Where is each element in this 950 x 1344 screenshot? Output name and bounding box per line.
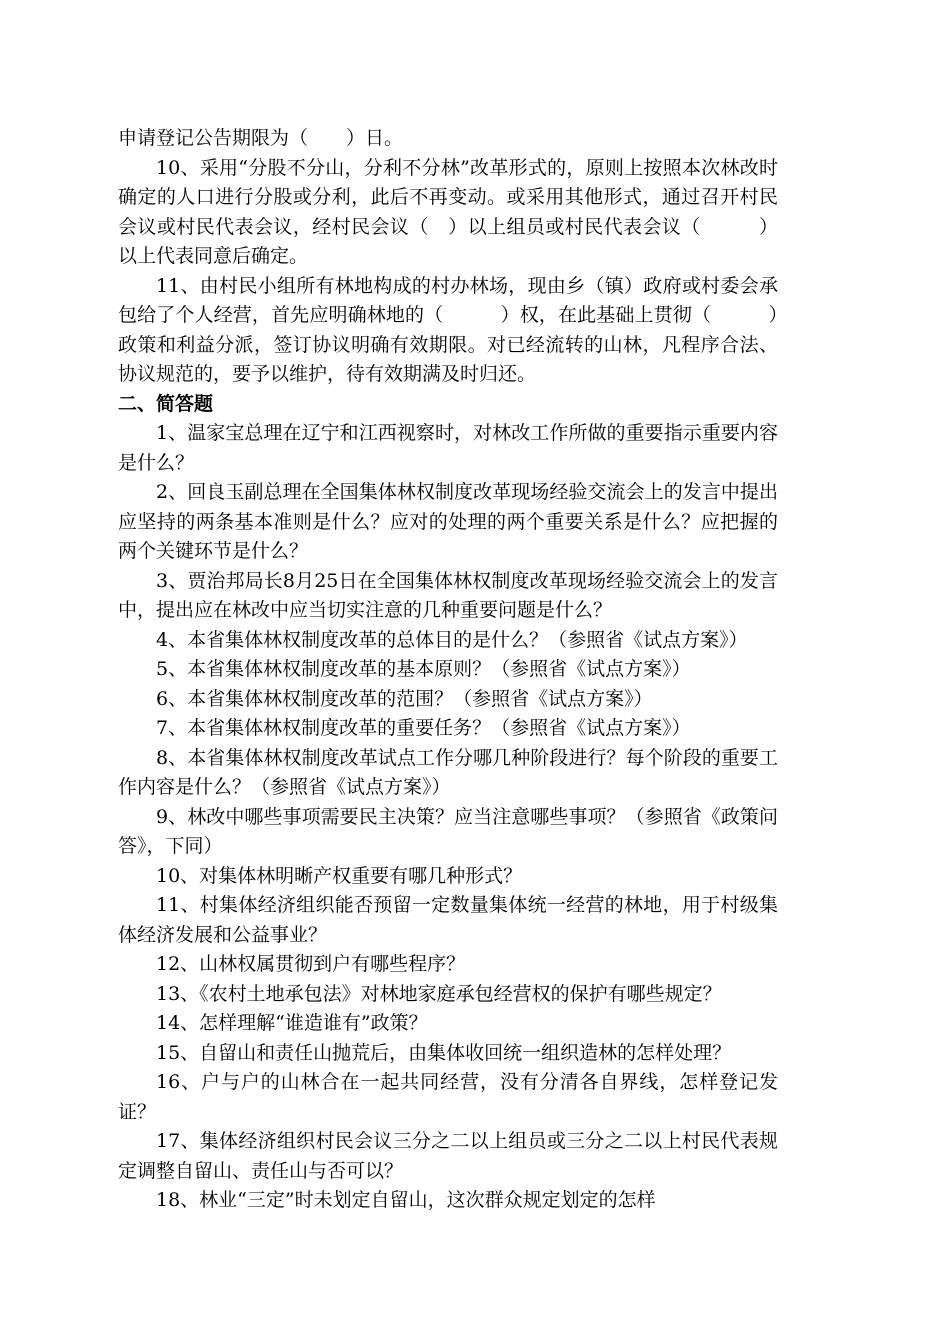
question-8: 8、本省集体林权制度改革试点工作分哪几种阶段进行？每个阶段的重要工作内容是什么？（参照省《试点方案》） bbox=[118, 746, 778, 798]
fill-in-item-9-tail: 申请登记公告期限为（ ）日。 bbox=[118, 127, 404, 149]
question-11: 11、村集体经济组织能否预留一定数量集体统一经营的林地，用于村级集体经济发展和公益事业？ bbox=[118, 894, 778, 946]
fill-in-item-11: 11、由村民小组所有林地构成的村办林场，现由乡（镇）政府或村委会承包给了个人经营，首先应明确林地的（ ）权，在此基础上贯彻（ ）政策和利益分派，签订协议明确有效期限。对已经流转的山林，凡程序合法、协议规范的，要予以维护，待有效期满及时归还。 bbox=[118, 274, 778, 385]
question-3: 3、贾治邦局长8月25日在全国集体林权制度改革现场经验交流会上的发言中，提出应在林改中应当切实注意的几种重要问题是什么？ bbox=[118, 569, 778, 621]
section-heading-short-answer: 二、简答题 bbox=[118, 392, 214, 415]
question-12: 12、山林权属贯彻到户有哪些程序？ bbox=[156, 953, 466, 975]
question-13: 13、《农村土地承包法》对林地家庭承包经营权的保护有哪些规定？ bbox=[156, 982, 722, 1005]
question-16: 16、户与户的山林合在一起共同经营，没有分清各自界线，怎样登记发证？ bbox=[118, 1071, 778, 1123]
question-9: 9、林改中哪些事项需要民主决策？应当注意哪些事项？（参照省《政策问答》，下同） bbox=[118, 805, 778, 857]
question-18: 18、林业“三定”时未划定自留山，这次群众规定划定的怎样 bbox=[156, 1189, 656, 1211]
question-4: 4、本省集体林权制度改革的总体目的是什么？（参照省《试点方案》） bbox=[156, 628, 748, 651]
question-7: 7、本省集体林权制度改革的重要任务？（参照省《试点方案》） bbox=[156, 717, 691, 739]
question-5: 5、本省集体林权制度改革的基本原则？（参照省《试点方案》） bbox=[156, 658, 691, 680]
question-17: 17、集体经济组织村民会议三分之二以上组员或三分之二以上村民代表规定调整自留山、责任山与否可以？ bbox=[118, 1130, 778, 1182]
question-10: 10、对集体林明晰产权重要有哪几种形式？ bbox=[156, 864, 523, 887]
question-14: 14、怎样理解“谁造谁有”政策？ bbox=[156, 1012, 428, 1034]
question-6: 6、本省集体林权制度改革的范围？（参照省《试点方案》） bbox=[156, 687, 653, 710]
question-2: 2、回良玉副总理在全国集体林权制度改革现场经验交流会上的发言中提出应坚持的两条基本准则是什么？应对的处理的两个重要关系是什么？应把握的两个关键环节是什么？ bbox=[118, 481, 778, 562]
document-page bbox=[118, 124, 778, 1216]
question-1: 1、温家宝总理在辽宁和江西视察时，对林改工作所做的重要指示重要内容是什么？ bbox=[118, 422, 778, 474]
question-15: 15、自留山和责任山抛荒后，由集体收回统一组织造林的怎样处理？ bbox=[156, 1041, 732, 1064]
fill-in-item-10: 10、采用“分股不分山，分利不分林”改革形式的，原则上按照本次林改时确定的人口进行分股或分利，此后不再变动。或采用其他形式，通过召开村民会议或村民代表会议，经村民会议（ ）以上组员或村民代表会议（ ）以上代表同意后确定。 bbox=[118, 156, 778, 267]
